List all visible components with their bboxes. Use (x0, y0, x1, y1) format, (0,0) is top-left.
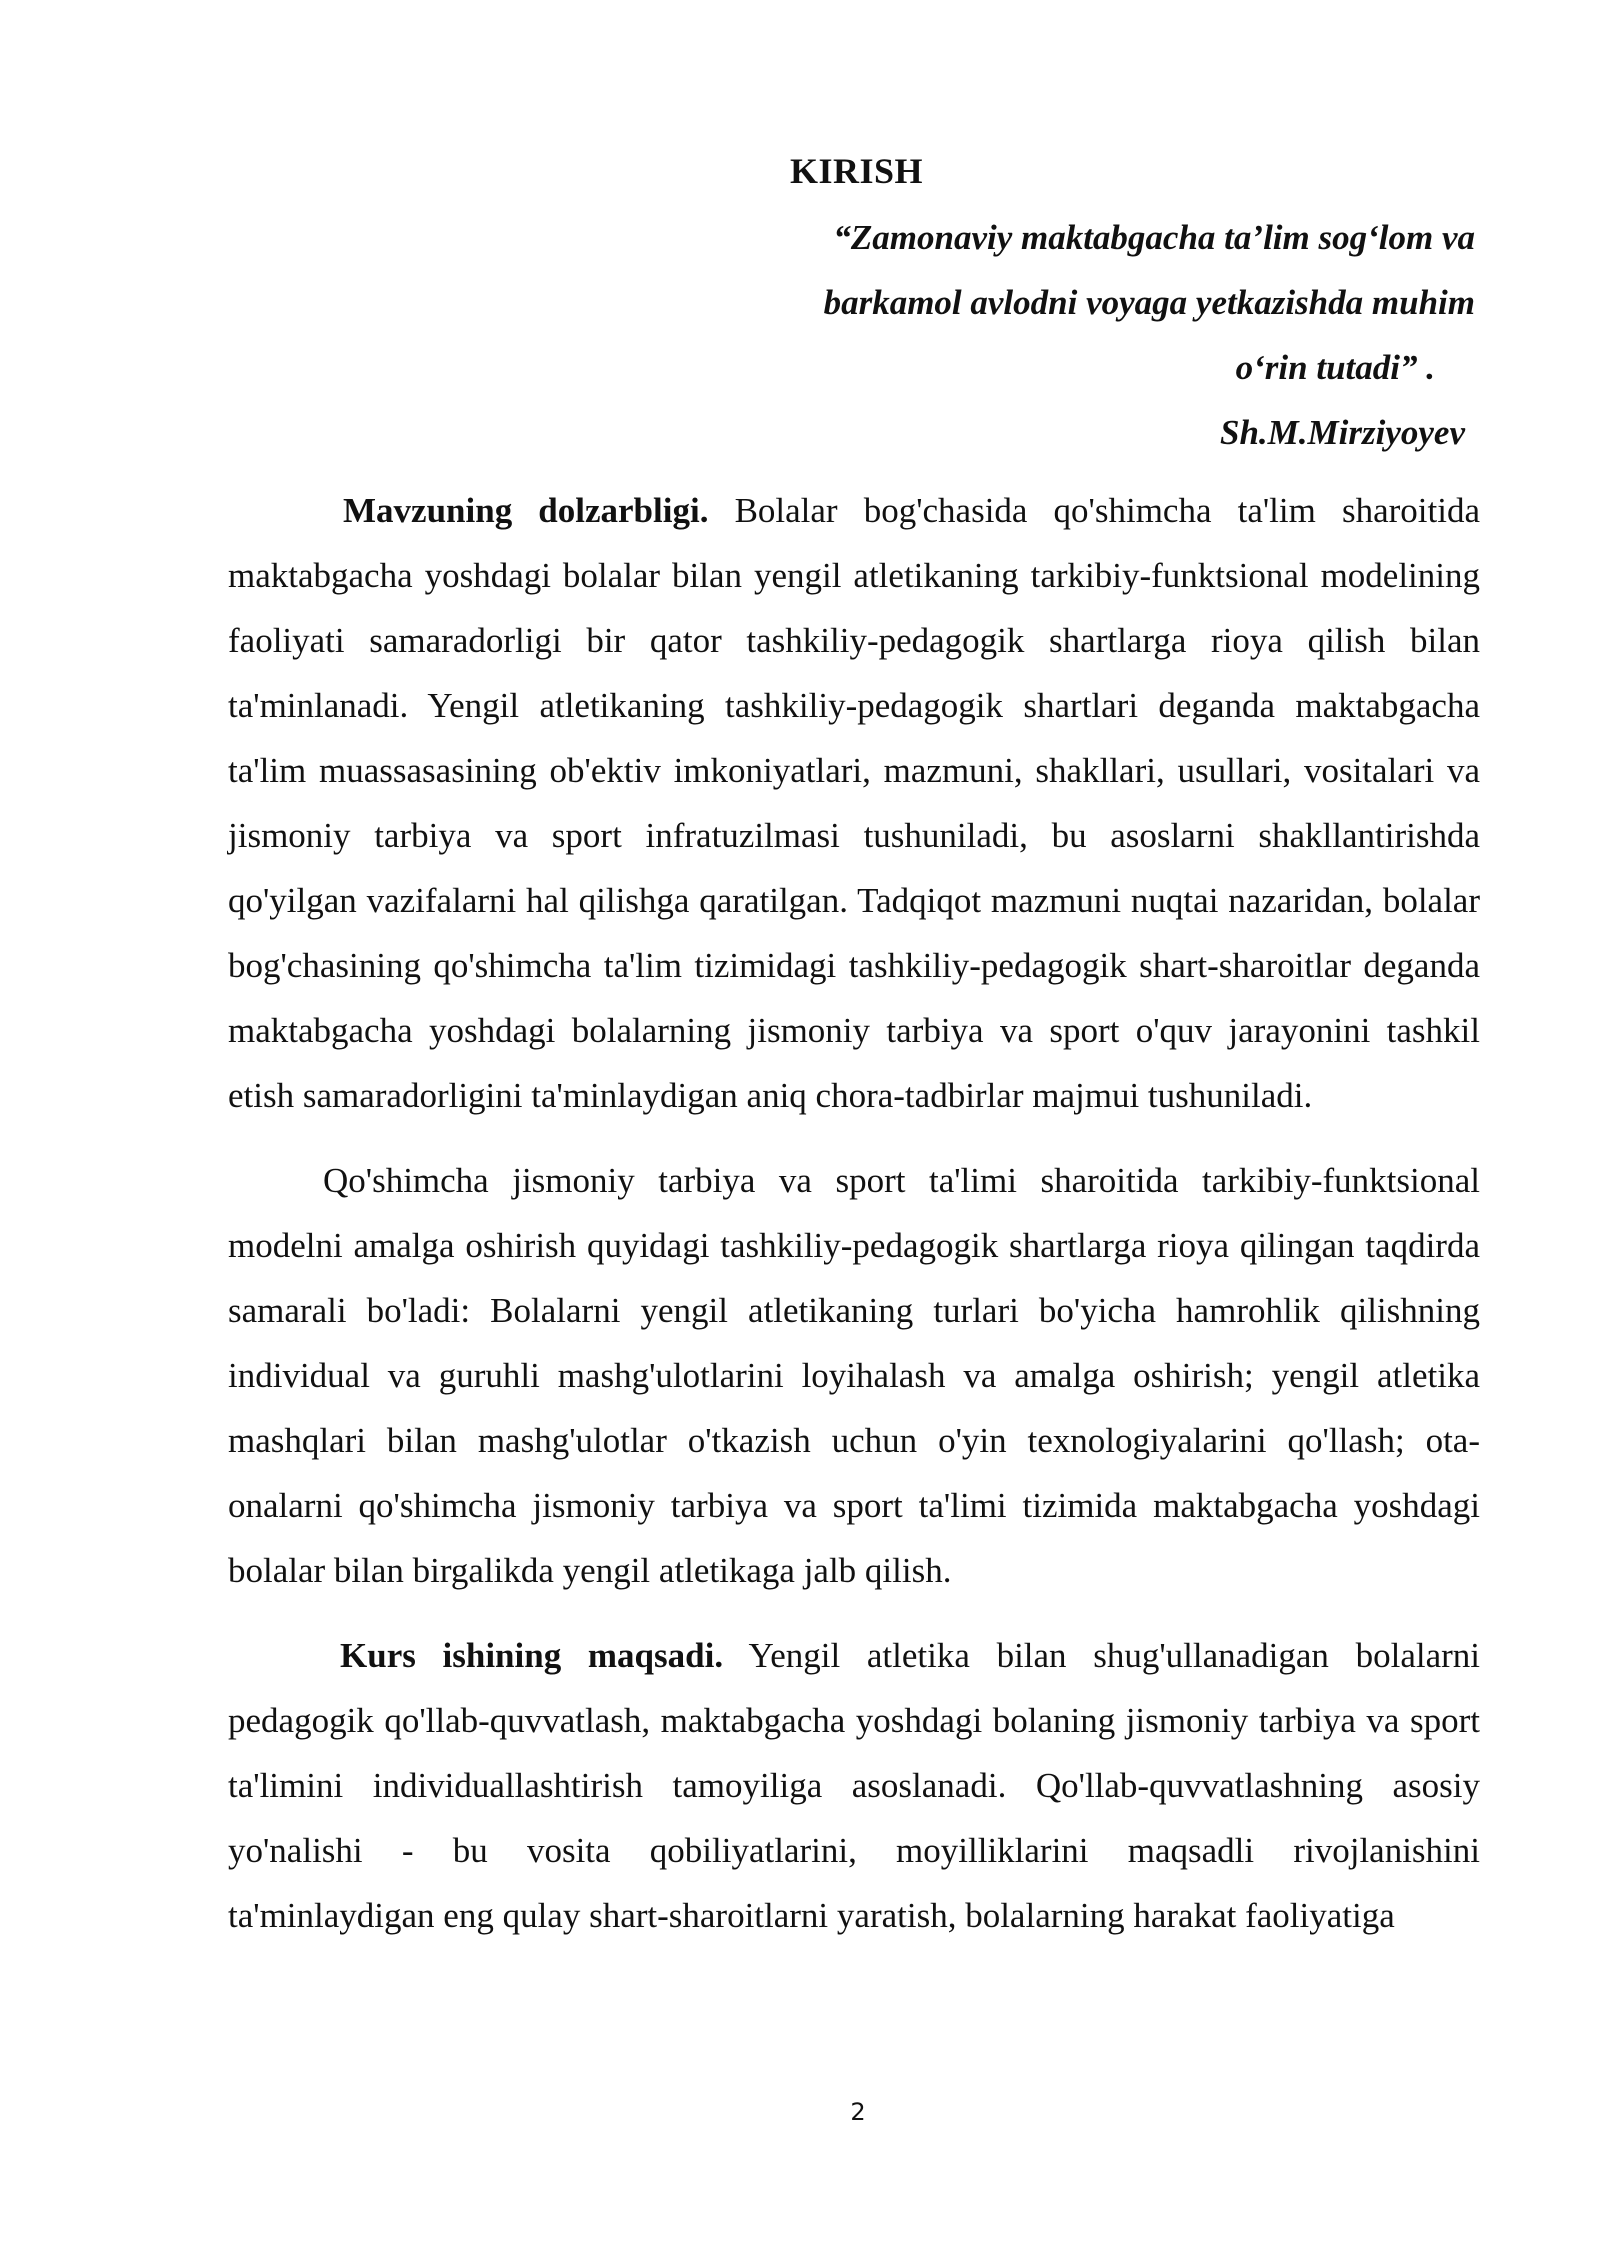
epigraph (760, 205, 1480, 465)
paragraph-goal (228, 1623, 1480, 1948)
paragraph-lead: Kurs ishining maqsadi. (340, 1636, 724, 1675)
epigraph-line: “Zamonaviy maktabgacha ta’lim sog‘lom va (833, 218, 1475, 257)
paragraph-lead: Mavzuning dolzarbligi. (343, 491, 709, 530)
epigraph-line: barkamol avlodni voyaga yetkazishda muhim (823, 283, 1475, 322)
paragraph-relevance (228, 478, 1480, 1128)
epigraph-line: o‘rin tutadi” . (1235, 348, 1435, 387)
paragraph-text: Qo'shimcha jismoniy tarbiya va sport ta'limi sharoitida tarkibiy-funktsional modelni amalga oshirish quyidagi tashkiliy-pedagogik shartlarga rioya qilingan taqdirda samarali bo'ladi: Bolalarni yengil atletikaning turlari bo'yicha hamrohlik qilishning individual va guruhli mashg'ulotlarini loyihalash va amalga oshirish; yengil atletika mashqlari bilan mashg'ulotlar o'tkazish uchun o'yin texnologiyalarini qo'llash; ota-onalarni qo'shimcha jismoniy tarbiya va sport ta'limi tizimida maktabgacha yoshdagi bolalar bilan birgalikda yengil atletikaga jalb qilish. (228, 1161, 1480, 1590)
body-text (228, 478, 1480, 1948)
paragraph-conditions (228, 1148, 1480, 1603)
paragraph-text: Bolalar bog'chasida qo'shimcha ta'lim sharoitida maktabgacha yoshdagi bolalar bilan yengil atletikaning tarkibiy-funktsional modelining faoliyati samaradorligi bir qator tashkiliy-pedagogik shartlarga rioya qilish bilan ta'minlanadi. Yengil atletikaning tashkiliy-pedagogik shartlari deganda maktabgacha ta'lim muassasasining ob'ektiv imkoniyatlari, mazmuni, shakllari, usullari, vositalari va jismoniy tarbiya va sport infratuzilmasi tushuniladi, bu asoslarni shakllantirishda qo'yilgan vazifalarni hal qilishga qaratilgan. Tadqiqot mazmuni nuqtai nazaridan, bolalar bog'chasining qo'shimcha ta'lim tizimidagi tashkiliy-pedagogik shart-sharoitlar deganda maktabgacha yoshdagi bolalarning jismoniy tarbiya va sport o'quv jarayonini tashkil etish samaradorligini ta'minlaydigan aniq chora-tadbirlar majmui tushuniladi. (228, 491, 1480, 1115)
section-heading: KIRISH (790, 151, 924, 191)
paragraph-text: Yengil atletika bilan shug'ullanadigan bolalarni pedagogik qo'llab-quvvatlash, maktabgacha yoshdagi bolaning jismoniy tarbiya va sport ta'limini individuallashtirish tamoyiliga asoslanadi. Qo'llab-quvvatlashning asosiy yo'nalishi - bu vosita qobiliyatlarini, moyilliklarini maqsadli rivojlanishini ta'minlaydigan eng qulay shart-sharoitlarni yaratish, bolalarning harakat faoliyatiga (228, 1636, 1480, 1935)
epigraph-author: Sh.M.Mirziyoyev (1220, 413, 1465, 452)
page-number: 2 (850, 2098, 866, 2126)
